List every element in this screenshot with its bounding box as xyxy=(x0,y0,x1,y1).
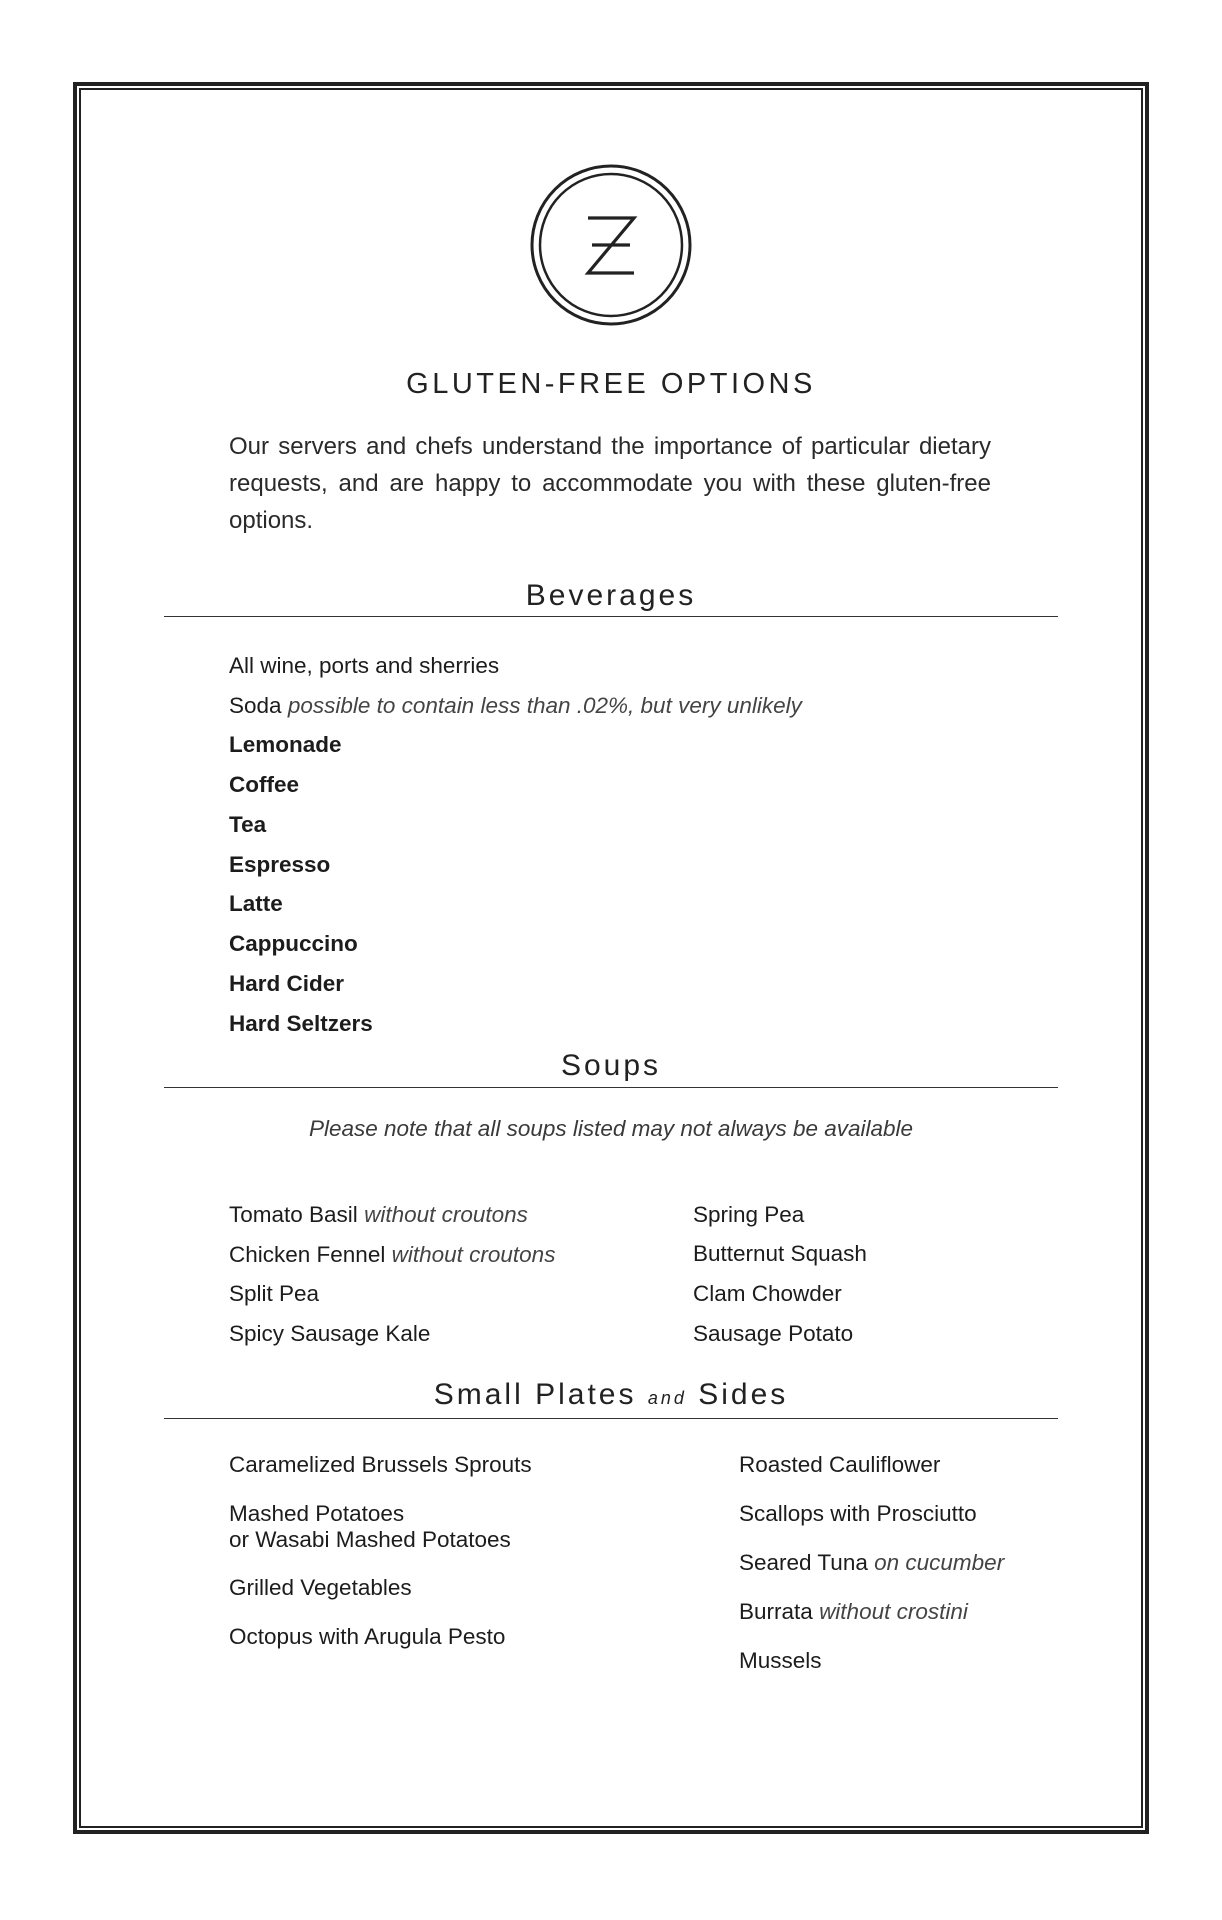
menu-item: Mashed Potatoes or Wasabi Mashed Potatoes xyxy=(229,1501,511,1552)
menu-item: Split Pea xyxy=(229,1281,320,1306)
menu-item: Butternut Squash xyxy=(693,1241,867,1266)
menu-item: Cappuccino xyxy=(229,931,358,956)
menu-item: Hard Seltzers xyxy=(229,1011,373,1036)
menu-item: Hard Cider xyxy=(229,971,345,996)
menu-item: Roasted Cauliflower xyxy=(739,1452,941,1477)
menu-item: Burrata without crostini xyxy=(739,1599,968,1624)
small-plates-heading-part: Sides xyxy=(698,1378,789,1411)
menu-item: Caramelized Brussels Sprouts xyxy=(229,1452,532,1477)
menu-item: Coffee xyxy=(229,772,300,797)
menu-item: Tea xyxy=(229,812,267,837)
intro-text: Our servers and chefs understand the importance of particular dietary requests, and are happy to accommodate you with these gluten-free options. xyxy=(229,433,991,534)
menu-item: Clam Chowder xyxy=(693,1281,842,1306)
soups-heading: Soups xyxy=(560,1049,662,1082)
menu-item: All wine, ports and sherries xyxy=(229,653,500,678)
menu-item: Seared Tuna on cucumber xyxy=(739,1550,1005,1575)
beverages-heading: Beverages xyxy=(525,579,697,612)
menu-item: Spicy Sausage Kale xyxy=(229,1321,431,1346)
menu-item: Tomato Basil without croutons xyxy=(229,1202,528,1227)
small-plates-heading xyxy=(0,1378,1222,1412)
menu-item: Sausage Potato xyxy=(693,1321,854,1346)
page-title: GLUTEN-FREE OPTIONS xyxy=(406,368,816,400)
menu-item: Grilled Vegetables xyxy=(229,1575,412,1600)
menu-item: Mussels xyxy=(739,1648,822,1673)
menu-item: Chicken Fennel without croutons xyxy=(229,1242,556,1267)
z-monogram-logo xyxy=(529,163,693,327)
small-plates-divider xyxy=(164,1418,1058,1419)
soups-availability-note: Please note that all soups listed may not always be available xyxy=(308,1116,914,1141)
small-plates-heading-part: Small Plates xyxy=(433,1378,637,1411)
menu-item: Espresso xyxy=(229,852,331,877)
small-plates-heading-and: and xyxy=(647,1388,687,1408)
menu-item: Octopus with Arugula Pesto xyxy=(229,1624,506,1649)
menu-item: Spring Pea xyxy=(693,1202,805,1227)
menu-item: Scallops with Prosciutto xyxy=(739,1501,977,1526)
menu-item: Soda possible to contain less than .02%, but very unlikely xyxy=(229,693,802,718)
menu-item: Lemonade xyxy=(229,732,342,757)
menu-item: Latte xyxy=(229,891,283,916)
beverages-divider xyxy=(164,616,1058,617)
soups-divider xyxy=(164,1087,1058,1088)
